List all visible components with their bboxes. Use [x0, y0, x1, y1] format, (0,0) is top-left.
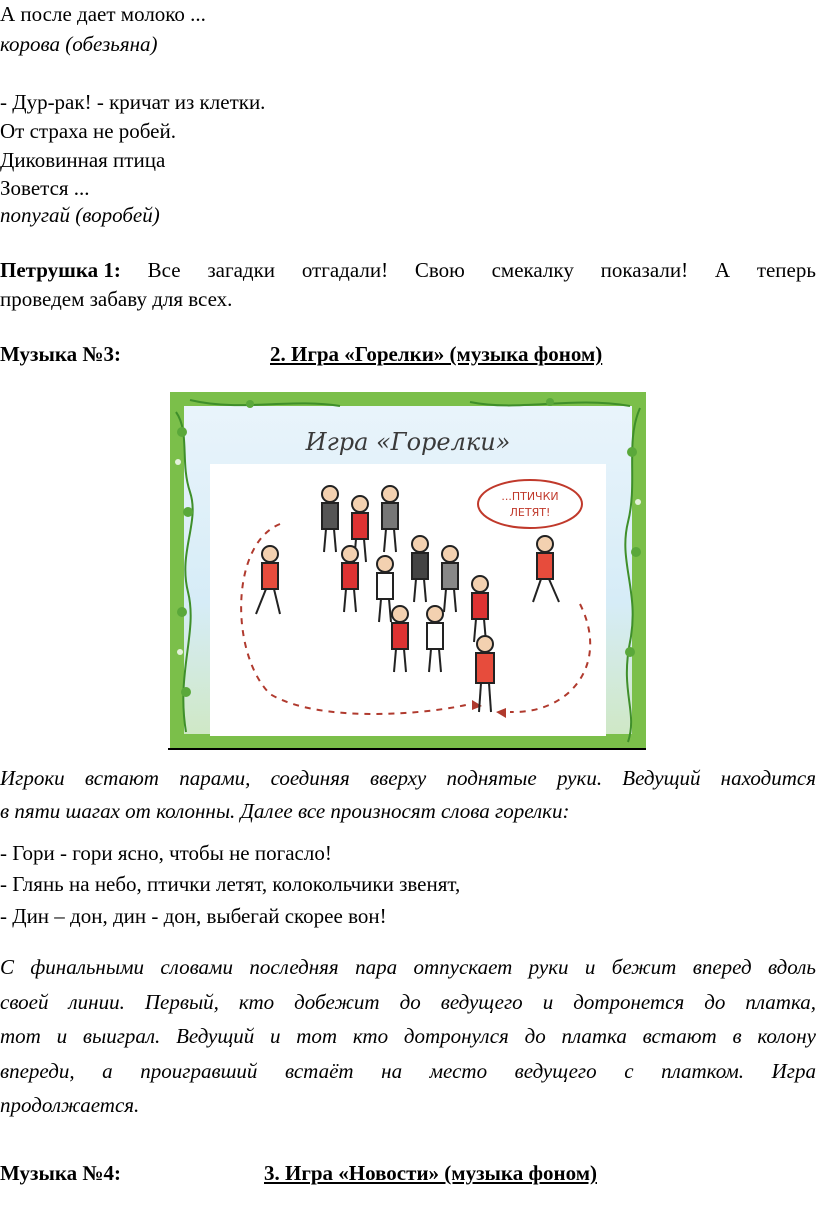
riddle-line: Зовется ... — [0, 176, 90, 200]
riddle-answer: корова (обезьяна) — [0, 32, 158, 56]
riddle-line: Диковинная птица — [0, 148, 166, 172]
petrushka-line-1 — [0, 256, 816, 284]
instructions-paragraph — [0, 762, 816, 828]
instructions-line: Игроки встают парами, соединяя вверху поднятые руки. Ведущий находится — [0, 766, 816, 790]
image-underline — [168, 748, 646, 750]
game-title: 3. Игра «Новости» (музыка фоном) — [264, 1161, 597, 1185]
chant-line: - Гори - гори ясно, чтобы не погасло! — [0, 841, 332, 865]
word: показали! — [600, 258, 689, 282]
svg-text:ЛЕТЯТ!: ЛЕТЯТ! — [509, 506, 551, 519]
word: теперь — [756, 258, 816, 282]
word: смекалку — [491, 258, 574, 282]
game-title: 2. Игра «Горелки» (музыка фоном) — [270, 342, 603, 366]
music-label: Музыка №4: — [0, 1161, 122, 1185]
riddle-line: А после дает молоко ... — [0, 2, 206, 26]
rules-paragraph — [0, 950, 816, 1123]
chant-line: - Глянь на небо, птички летят, колокольчики звенят, — [0, 872, 461, 896]
speaker-label: Петрушка 1: — [0, 258, 121, 282]
word: отгадали! — [301, 258, 389, 282]
rules-line: С финальными словами последняя пара отпускает руки и бежит вперед вдоль — [0, 955, 816, 979]
chant-line: - Дин – дон, дин - дон, выбегай скорее вон! — [0, 904, 387, 928]
illustration-title: Игра «Горелки» — [305, 428, 511, 456]
word: загадки — [207, 258, 276, 282]
riddle-line: От страха не робей. — [0, 119, 176, 143]
word: А — [714, 258, 731, 282]
instructions-line: в пяти шагах от колонны. Далее все произносят слова горелки: — [0, 799, 570, 823]
word: Свою — [414, 258, 465, 282]
rules-line: продолжается. — [0, 1093, 140, 1117]
rules-line: впереди, а проигравший встаёт на место ведущего с платком. Игра — [0, 1058, 816, 1083]
riddle-answer: попугай (воробей) — [0, 203, 160, 227]
music-label: Музыка №3: — [0, 342, 122, 366]
rules-line: тот и выиграл. Ведущий и тот кто дотронулся до платка встают в колону — [0, 1024, 816, 1048]
riddle-line: - Дур-рак! - кричат из клетки. — [0, 90, 266, 114]
rules-line: своей линии. Первый, кто добежит до ведущего и дотронется до платка, — [0, 989, 816, 1014]
svg-text:...ПТИЧКИ: ...ПТИЧКИ — [501, 490, 559, 503]
game-illustration — [170, 392, 646, 748]
children-drawing — [210, 464, 606, 736]
petrushka-line-2: проведем забаву для всех. — [0, 287, 233, 311]
word: Все — [147, 258, 181, 282]
